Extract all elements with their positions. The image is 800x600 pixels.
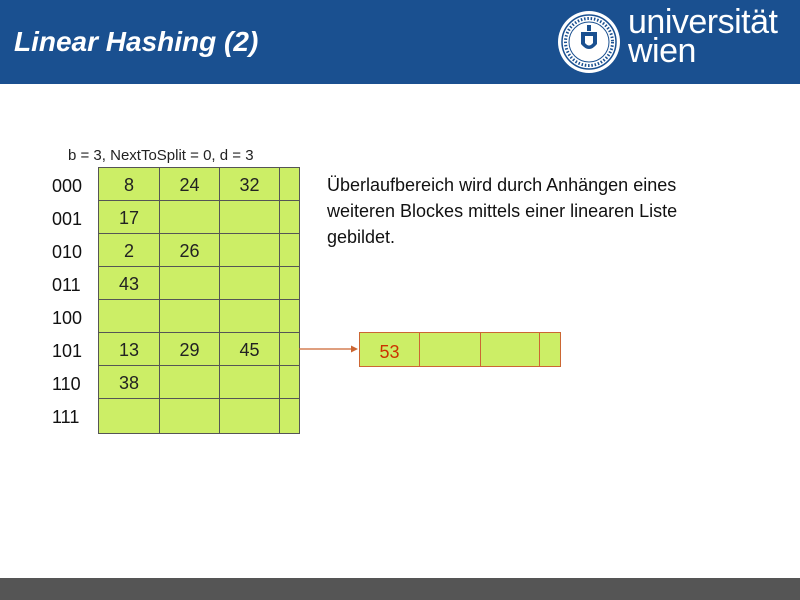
logo-line-universitaet: universität xyxy=(628,3,778,41)
description-line: weiteren Blockes mittels einer linearen Liste xyxy=(327,201,678,221)
bucket-address-010: 010 xyxy=(52,242,83,262)
overflow-description xyxy=(327,172,777,250)
bucket-address-011: 011 xyxy=(52,275,81,295)
overflow-cell xyxy=(539,332,561,367)
bucket-value: 38 xyxy=(118,373,140,393)
bucket-address-111: 111 xyxy=(52,407,80,427)
bucket-value: 29 xyxy=(179,340,200,360)
overflow-cell xyxy=(480,332,540,367)
bucket-value: 43 xyxy=(118,274,140,294)
bucket-address-001: 001 xyxy=(52,209,83,229)
logo-line-wien: wien xyxy=(628,32,696,70)
bucket-value: 32 xyxy=(239,175,260,195)
slide-title: Linear Hashing (2) xyxy=(14,26,259,57)
description-line: Überlaufbereich wird durch Anhängen eines xyxy=(327,175,677,195)
bucket-address-100: 100 xyxy=(52,308,83,328)
bucket-address-101: 101 xyxy=(52,341,83,361)
overflow-cell xyxy=(359,332,420,367)
overflow-cell xyxy=(419,332,481,367)
bucket-value: 45 xyxy=(239,340,260,360)
bucket-value: 26 xyxy=(179,241,200,261)
bucket-address-110: 110 xyxy=(52,374,81,394)
bucket-value: 13 xyxy=(118,340,140,360)
bucket-value: 17 xyxy=(118,208,140,228)
hash-parameters: b = 3, NextToSplit = 0, d = 3 xyxy=(68,147,254,164)
bucket-value: 24 xyxy=(179,175,200,195)
description-line: gebildet. xyxy=(327,227,396,247)
bucket-value: 8 xyxy=(123,175,134,195)
overflow-value: 53 xyxy=(379,342,400,362)
slide-footer xyxy=(0,578,800,600)
bucket-address-000: 000 xyxy=(52,176,83,196)
bucket-value: 2 xyxy=(123,241,134,261)
